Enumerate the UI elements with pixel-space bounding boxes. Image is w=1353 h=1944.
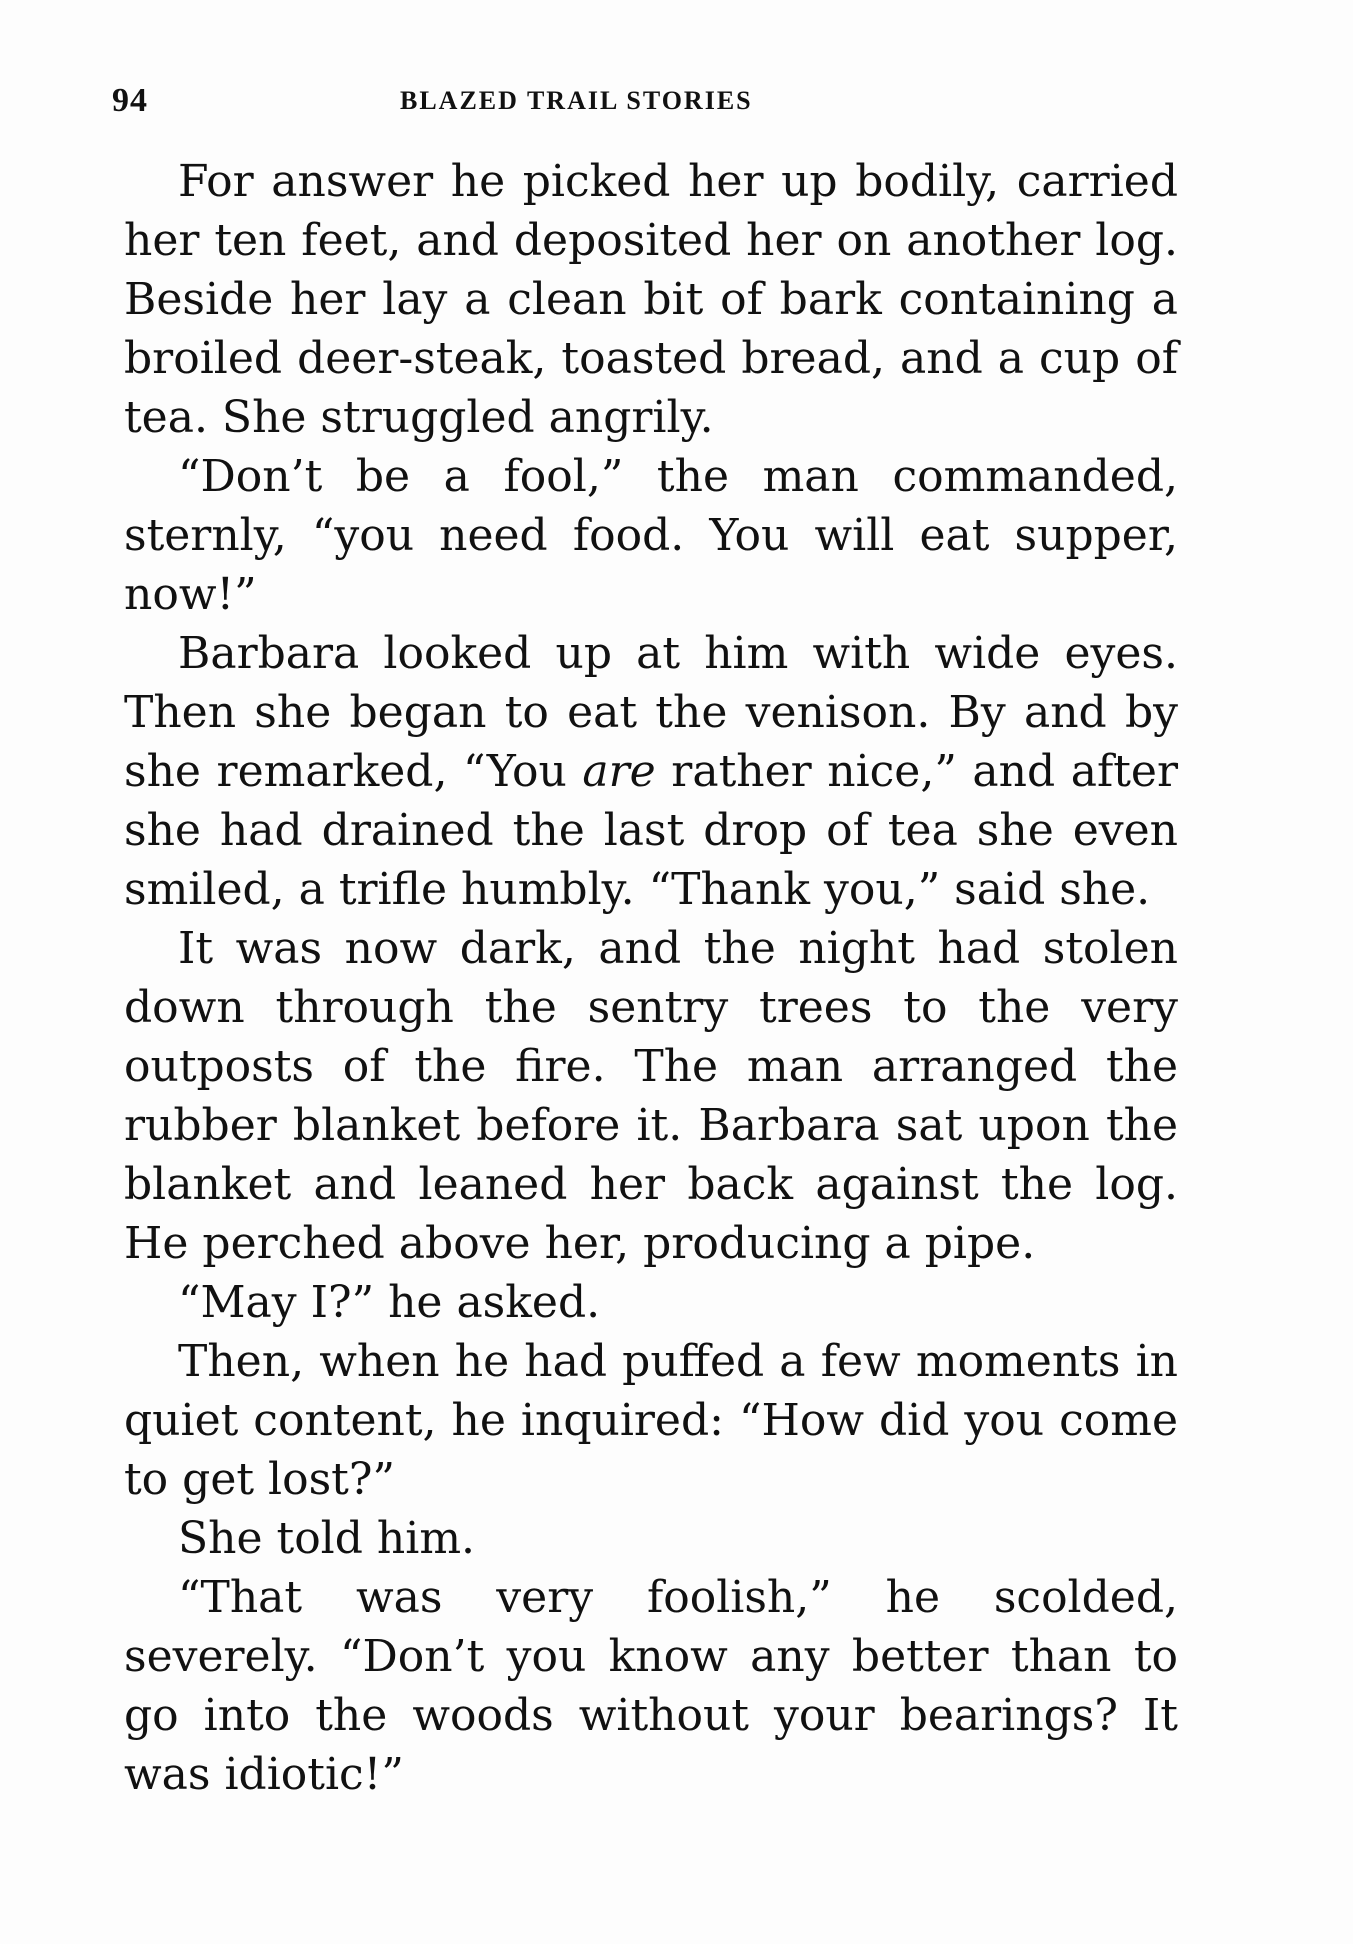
page-number: 94: [112, 82, 148, 119]
paragraph-3-text-after: rather nice,” and after she had drained the last drop of tea she even smiled, a trifle humbly. “Thank you,” said she.: [124, 746, 1178, 915]
paragraph-2: “Don’t be a fool,” the man commanded, sternly, “you need food. You will eat supper, now!”: [124, 451, 1178, 620]
page-header: [0, 82, 1353, 122]
paragraph-3-text-before: Barbara looked up at him with wide eyes. Then she began to eat the venison. By and by she remarked, “You: [124, 628, 1178, 797]
paragraph-6: Then, when he had puffed a few moments in quiet content, he inquired: “How did you come to get lost?”: [124, 1336, 1178, 1505]
paragraph-5: “May I?” he asked.: [178, 1277, 601, 1328]
paragraph-3: [124, 624, 1178, 919]
paragraph-8: “That was very foolish,” he scolded, severely. “Don’t you know any better than to go into the woods without your bearings? It was idiotic!”: [124, 1572, 1178, 1800]
body-text: [124, 152, 1178, 1804]
paragraph-1: For answer he picked her up bodily, carried her ten feet, and deposited her on another log. Beside her lay a clean bit of bark containing a broiled deer-steak, toasted bread, and a cup of tea. She struggled angrily.: [124, 156, 1178, 443]
running-title: BLAZED TRAIL STORIES: [400, 86, 753, 115]
paragraph-7: She told him.: [178, 1513, 476, 1564]
paragraph-4: It was now dark, and the night had stolen down through the sentry trees to the very outposts of the fire. The man arranged the rubber blanket before it. Barbara sat upon the blanket and leaned her back against the log. He perched above her, producing a pipe.: [124, 923, 1178, 1269]
paragraph-3-italic-word: are: [582, 746, 656, 797]
